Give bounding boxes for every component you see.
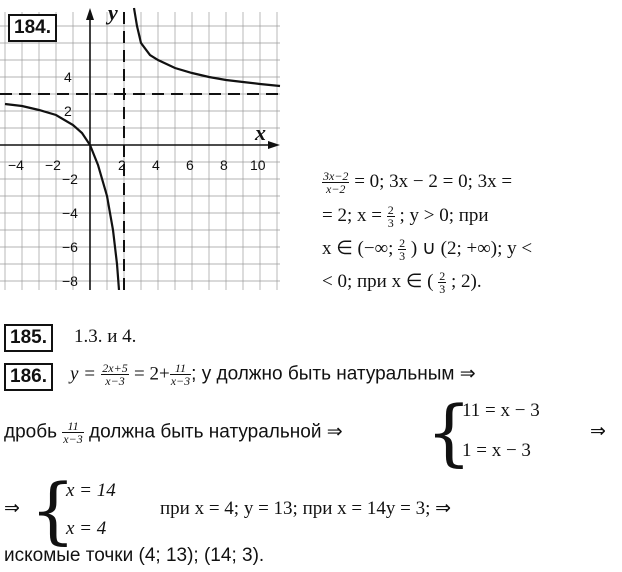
y-axis-arrow-icon <box>86 8 94 20</box>
x-tick-label: 8 <box>220 157 228 173</box>
fraction-numerator: 11 <box>62 420 83 433</box>
system-2-eq-2: x = 4 <box>66 518 107 539</box>
x-tick-label: 6 <box>186 157 194 173</box>
x-axis-arrow-icon <box>268 141 280 149</box>
x-tick-label: 4 <box>152 157 160 173</box>
p186-line-2 <box>4 420 343 445</box>
fraction <box>62 420 83 445</box>
p184-line-4-text: < 0; при x ∈ ( <box>322 271 434 292</box>
fraction <box>387 204 395 229</box>
p184-line-2-text-b: ; y > 0; при <box>399 204 489 226</box>
system-1-eq-2: 1 = x − 3 <box>462 440 531 461</box>
grid <box>0 12 280 290</box>
y-tick-label: 2 <box>64 103 72 119</box>
p186-line-3: при x = 4; y = 13; при x = 14y = 3; ⇒ <box>160 498 452 519</box>
fraction-numerator: 2 <box>399 236 406 251</box>
hyperbola-right-branch <box>134 8 280 86</box>
implies-arrow-start: ⇒ <box>4 498 20 519</box>
fraction-denominator: x−3 <box>105 374 125 388</box>
implies-arrow: ⇒ <box>590 421 606 442</box>
x-tick-label: −4 <box>8 157 24 173</box>
p186-line-2-text-b: должна быть натуральной ⇒ <box>89 421 343 443</box>
fraction-numerator: 2 <box>439 269 446 284</box>
left-brace-icon: { <box>30 468 76 552</box>
p186-line-1-text-c: ; y должно быть натуральным ⇒ <box>191 363 476 385</box>
fraction <box>170 362 191 387</box>
p184-line-1-text: = 0; 3x − 2 = 0; 3x = <box>354 170 513 192</box>
p185-answer: 1.3. и 4. <box>74 326 137 347</box>
left-brace-icon: { <box>426 390 472 474</box>
x-tick-label: 10 <box>250 157 266 173</box>
fraction-numerator: 2x+5 <box>102 361 128 375</box>
p186-line-1-text-b: = 2+ <box>134 363 170 385</box>
axis-label-x: x <box>255 120 266 145</box>
problem-number-184: 184. <box>8 14 57 42</box>
p184-line-1 <box>322 170 512 195</box>
y-tick-label: −6 <box>62 239 78 255</box>
fraction-denominator: 3 <box>387 216 394 230</box>
fraction-denominator: 3 <box>439 282 446 297</box>
p184-line-4-text-b: ; 2). <box>450 271 482 292</box>
fraction <box>438 270 446 295</box>
system-1-eq-1: 11 = x − 3 <box>462 400 540 421</box>
fraction-numerator: 2 <box>387 203 394 217</box>
p186-line-4: искомые точки (4; 13); (14; 3). <box>4 545 265 566</box>
p184-line-3 <box>322 237 532 262</box>
p184-line-2 <box>322 204 489 229</box>
y-tick-label: −8 <box>62 273 78 289</box>
fraction <box>398 237 406 262</box>
system-2-eq-1: x = 14 <box>66 480 116 501</box>
fraction-denominator: x−3 <box>63 432 83 446</box>
p184-line-3-text-b: ) ∪ (2; +∞); y < <box>410 238 533 259</box>
y-tick-label: −4 <box>62 205 78 221</box>
p184-line-4 <box>322 270 482 295</box>
problem-number-185: 185. <box>4 324 53 352</box>
fraction-denominator: x−3 <box>170 374 191 388</box>
p184-line-2-text: = 2; x = <box>322 204 382 226</box>
p186-line-1-text: y = <box>70 363 97 385</box>
axis-label-y: y <box>108 0 118 25</box>
p184-line-3-text: x ∈ (−∞; <box>322 238 394 259</box>
x-tick-label: −2 <box>45 157 61 173</box>
fraction-numerator: 11 <box>170 362 191 375</box>
fraction-denominator: x−2 <box>326 182 346 196</box>
fraction <box>322 170 349 195</box>
fraction-denominator: 3 <box>399 249 406 264</box>
y-tick-label: −2 <box>62 171 78 187</box>
x-tick-label: 2 <box>118 157 126 173</box>
p186-line-1 <box>70 362 476 387</box>
y-tick-label: 4 <box>64 69 72 85</box>
fraction <box>101 362 128 387</box>
fraction-numerator: 3x−2 <box>323 169 349 183</box>
graph-184 <box>0 0 282 290</box>
p186-line-2-text: дробь <box>4 421 58 443</box>
problem-number-186: 186. <box>4 363 53 391</box>
